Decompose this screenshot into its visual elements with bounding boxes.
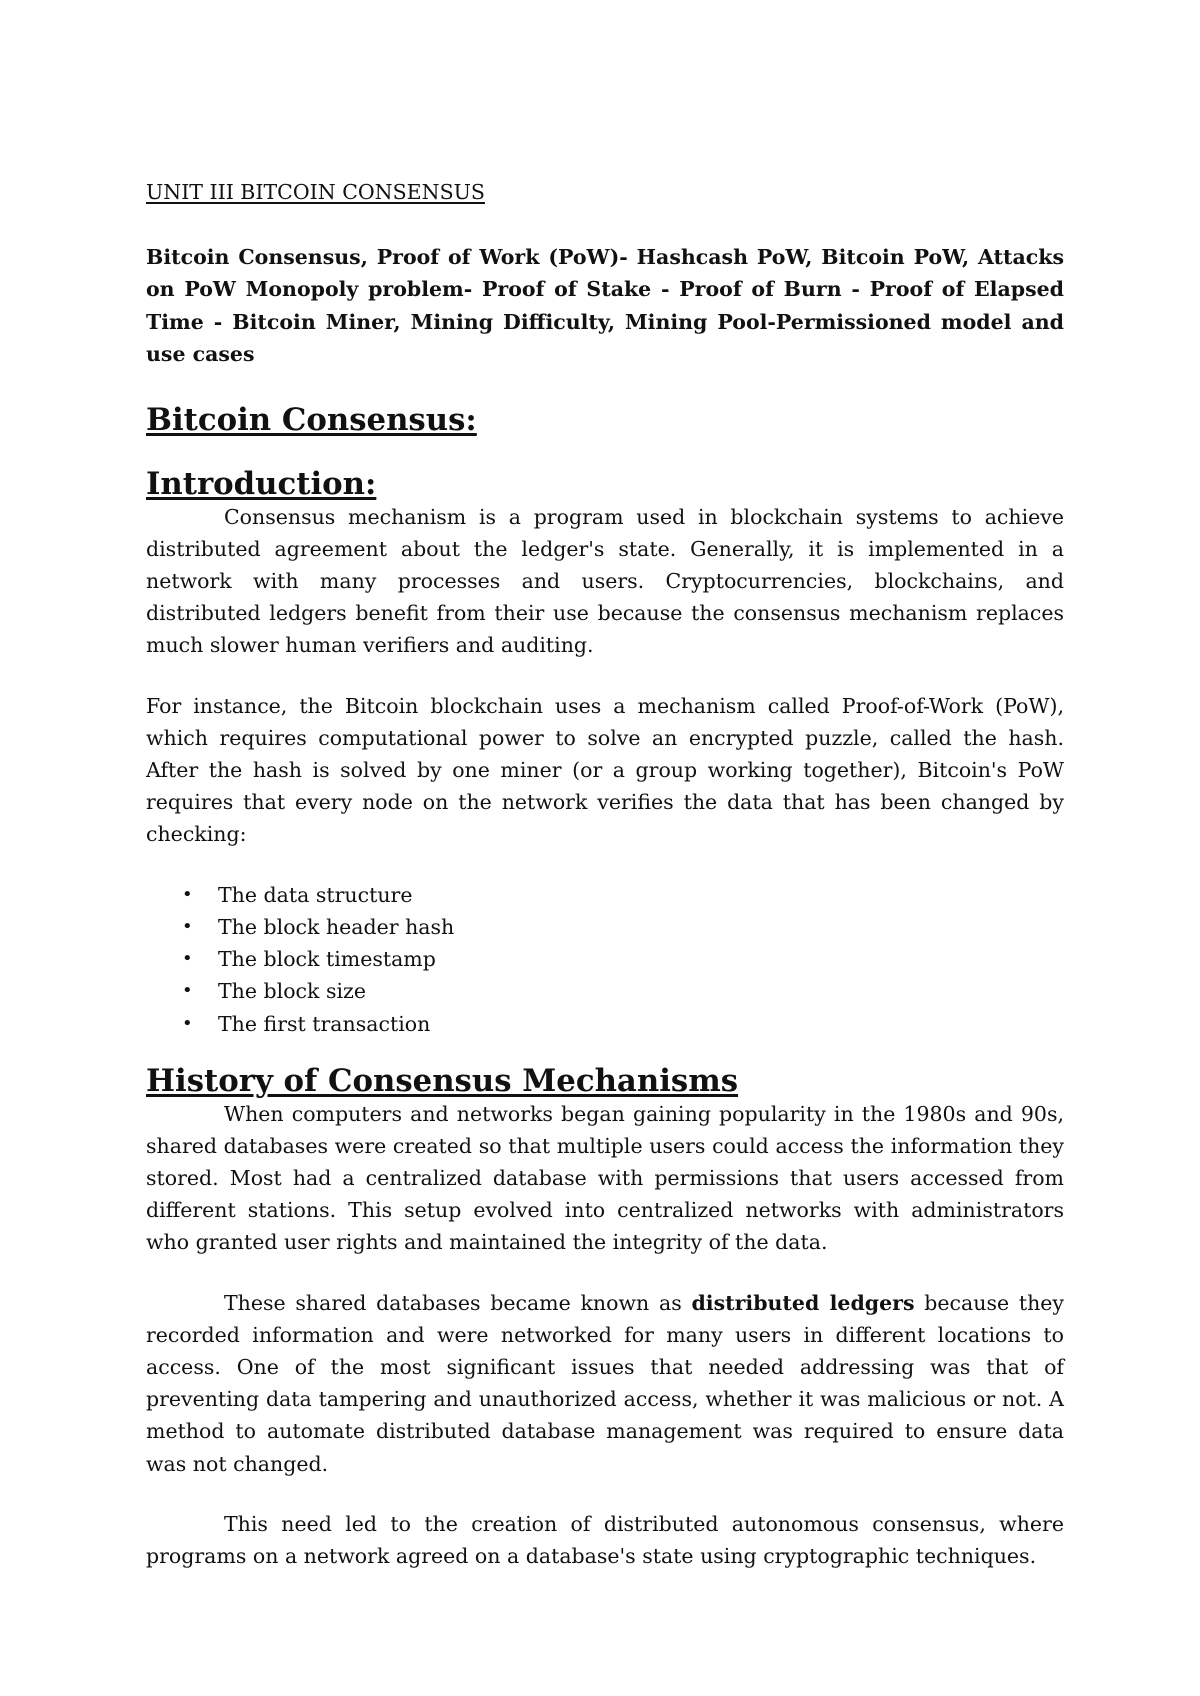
- document-page: [146, 176, 1064, 1572]
- list-item: [182, 911, 1064, 943]
- history-paragraph-2: [146, 1287, 1064, 1480]
- syllabus-topics: Bitcoin Consensus, Proof of Work (PoW)- Hashcash PoW, Bitcoin PoW, Attacks on PoW Monopoly problem- Proof of Stake - Proof of Burn - Proof of Elapsed Time - Bitcoin Miner, Mining Difficulty, Mining Pool-Permissioned model and use cases: [146, 244, 1064, 366]
- distributed-ledgers-term: distributed ledgers: [691, 1290, 915, 1315]
- unit-title: UNIT III BITCOIN CONSENSUS: [146, 180, 485, 204]
- history-paragraph-2-start: These shared databases became known as: [224, 1290, 692, 1315]
- bullet-icon: •: [182, 915, 193, 937]
- list-item: [182, 1008, 1064, 1040]
- history-paragraph-1: When computers and networks began gaining popularity in the 1980s and 90s, shared databases were created so that multiple users could access the information they stored. Most had a centralized database with permissions that users accessed from different stations. This setup evolved into centralized networks with administrators who granted user rights and maintained the integrity of the data.: [146, 1101, 1064, 1255]
- bullet-icon: •: [182, 883, 193, 905]
- section-heading-introduction: Introduction:: [146, 466, 377, 502]
- list-item-text: The block size: [218, 979, 366, 1004]
- list-item-text: The block timestamp: [218, 947, 436, 972]
- section-heading-bitcoin-consensus: Bitcoin Consensus:: [146, 401, 477, 438]
- history-paragraph-3: This need led to the creation of distributed autonomous consensus, where programs on a network agreed on a database's state using cryptographic techniques.: [146, 1511, 1064, 1568]
- list-item-text: The first transaction: [218, 1011, 431, 1036]
- list-item-text: The data structure: [218, 882, 413, 907]
- bullet-icon: •: [182, 1012, 193, 1034]
- pow-paragraph: For instance, the Bitcoin blockchain uses a mechanism called Proof-of-Work (PoW), which requires computational power to solve an encrypted puzzle, called the hash. After the hash is solved by one miner (or a group working together), Bitcoin's PoW requires that every node on the network verifies the data that has been changed by checking:: [146, 693, 1064, 847]
- list-item: [182, 879, 1064, 911]
- list-item: [182, 975, 1064, 1007]
- bullet-icon: •: [182, 980, 193, 1002]
- section-heading-history: History of Consensus Mechanisms: [146, 1063, 739, 1100]
- list-item: [182, 943, 1064, 975]
- list-item-text: The block header hash: [218, 914, 455, 939]
- intro-paragraph: Consensus mechanism is a program used in blockchain systems to achieve distributed agreement about the ledger's state. Generally, it is implemented in a network with many processes and users. Cryptocurrencies, blockchains, and distributed ledgers benefit from their use because the consensus mechanism replaces much slower human verifiers and auditing.: [146, 504, 1064, 658]
- verification-checklist: [146, 879, 1064, 1040]
- bullet-icon: •: [182, 948, 193, 970]
- history-paragraph-2-end: because they recorded information and were networked for many users in different locations to access. One of the most significant issues that needed addressing was that of preventing data tampering and unauthorized access, whether it was malicious or not. A method to automate distributed database management was required to ensure data was not changed.: [146, 1290, 1064, 1476]
